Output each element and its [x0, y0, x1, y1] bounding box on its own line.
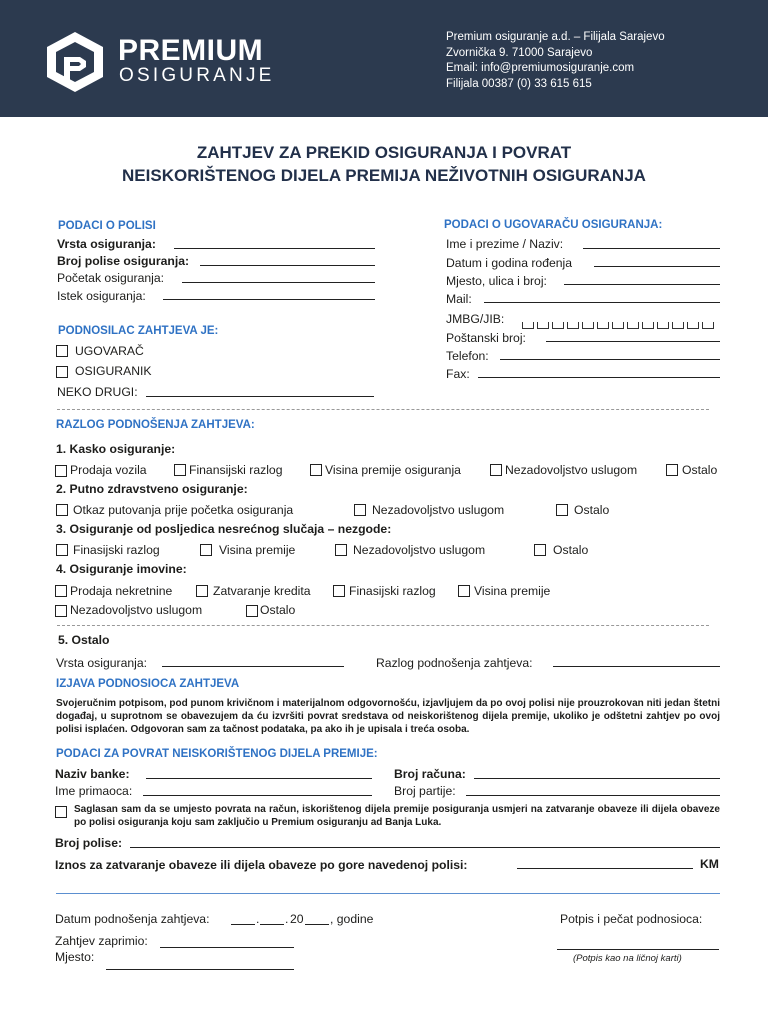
property-premium-label: Visina premije	[474, 584, 551, 598]
property-loan-label: Zatvaranje kredita	[213, 584, 311, 598]
other-type-field[interactable]	[162, 666, 344, 667]
refund-section-heading: PODACI ZA POVRAT NEISKORIŠTENOG DIJELA PREMIJE:	[56, 748, 378, 760]
signature-label: Potpis i pečat podnosioca:	[560, 912, 703, 926]
insurance-type-field[interactable]	[174, 248, 375, 249]
date-year-field[interactable]	[305, 924, 329, 925]
contractor-name-label: Ime i prezime / Naziv:	[446, 237, 564, 251]
casco-heading: 1. Kasko osiguranje:	[56, 442, 176, 456]
travel-cancel-label: Otkaz putovanja prije početka osiguranja	[73, 503, 294, 517]
applicant-section-heading: PODNOSILAC ZAHTJEVA JE:	[58, 325, 219, 337]
casco-premium-label: Visina premije osiguranja	[325, 463, 461, 477]
travel-other-label: Ostalo	[574, 503, 610, 517]
account-number-field[interactable]	[474, 778, 720, 779]
phone-label: Telefon:	[446, 349, 489, 363]
insurance-end-label: Istek osiguranja:	[57, 289, 146, 303]
other-heading: 5. Ostalo	[58, 633, 110, 647]
policy-number-label-2: Broj polise:	[55, 836, 123, 850]
date-day-field[interactable]	[231, 924, 255, 925]
property-dissatisfaction-label: Nezadovoljstvo uslugom	[70, 603, 203, 617]
accident-financial-label: Finasijski razlog	[73, 543, 160, 557]
property-financial-label: Finasijski razlog	[349, 584, 436, 598]
accident-dissatisfaction-checkbox[interactable]	[335, 544, 347, 556]
casco-financial-label: Finansijski razlog	[189, 463, 283, 477]
policy-number-field[interactable]	[200, 265, 375, 266]
mail-field[interactable]	[484, 302, 720, 303]
accident-premium-checkbox[interactable]	[200, 544, 212, 556]
travel-dissatisfaction-checkbox[interactable]	[354, 504, 366, 516]
accident-other-label: Ostalo	[553, 543, 589, 557]
brand-subtitle: OSIGURANJE	[119, 65, 275, 86]
postal-code-field[interactable]	[546, 341, 720, 342]
accident-heading: 3. Osiguranje od posljedica nesrećnog slučaja – nezgode:	[56, 522, 392, 536]
date-suffix: , godine	[330, 912, 374, 926]
casco-premium-checkbox[interactable]	[310, 464, 322, 476]
other-type-label: Vrsta osiguranja:	[56, 656, 148, 670]
address-label: Mjesto, ulica i broj:	[446, 274, 547, 288]
accident-financial-checkbox[interactable]	[56, 544, 68, 556]
accident-other-checkbox[interactable]	[534, 544, 546, 556]
casco-dissatisfaction-label: Nezadovoljstvo uslugom	[505, 463, 638, 477]
form-title-line-1: ZAHTJEV ZA PREKID OSIGURANJA I POVRAT	[196, 143, 572, 162]
address-field[interactable]	[564, 284, 720, 285]
premium-logo-icon	[44, 30, 106, 94]
fax-field[interactable]	[478, 377, 720, 378]
casco-other-checkbox[interactable]	[666, 464, 678, 476]
accident-dissatisfaction-label: Nezadovoljstvo uslugom	[353, 543, 486, 557]
recipient-name-label: Ime primaoca:	[55, 784, 133, 798]
contractor-section-heading: PODACI O UGOVARAČU OSIGURANJA:	[444, 219, 663, 231]
contact-line: Zvornička 9. 71000 Sarajevo	[446, 46, 593, 59]
insurance-end-field[interactable]	[163, 299, 375, 300]
party-number-label: Broj partije:	[394, 784, 456, 798]
insured-checkbox[interactable]	[56, 366, 68, 378]
insurance-start-label: Početak osiguranja:	[57, 271, 165, 285]
casco-other-label: Ostalo	[682, 463, 718, 477]
travel-cancel-checkbox[interactable]	[56, 504, 68, 516]
header-banner	[0, 0, 768, 117]
bank-name-label: Naziv banke:	[55, 767, 130, 781]
property-dissatisfaction-checkbox[interactable]	[55, 605, 67, 617]
phone-field[interactable]	[500, 359, 720, 360]
contractor-name-field[interactable]	[583, 248, 720, 249]
contact-line: Filijala 00387 (0) 33 615 615	[446, 77, 592, 90]
date-separator: .	[285, 912, 289, 926]
contact-line: Email: info@premiumosiguranje.com	[446, 62, 635, 74]
place-field[interactable]	[106, 969, 294, 970]
account-number-label: Broj računa:	[394, 767, 466, 781]
submission-date-label: Datum podnošenja zahtjeva:	[55, 912, 210, 926]
property-sale-checkbox[interactable]	[55, 585, 67, 597]
insurance-type-label: Vrsta osiguranja:	[57, 237, 156, 251]
mail-label: Mail:	[446, 292, 472, 306]
consent-text: Saglasan sam da se umjesto povrata na račun, iskorištenog dijela premije posiguranja usmjeri na zatvaranje obaveze ili dijela obaveze po polisi osiguranja koju sam zaključio u Premium osiguranju ad Banja Luka.	[74, 804, 720, 829]
date-year-prefix: 20	[290, 912, 304, 926]
recipient-name-field[interactable]	[143, 795, 372, 796]
other-reason-label: Razlog podnošenja zahtjeva:	[376, 656, 533, 670]
casco-vehicle-sale-label: Prodaja vozila	[70, 463, 147, 477]
property-heading: 4. Osiguranje imovine:	[56, 562, 187, 576]
received-by-field[interactable]	[160, 947, 294, 948]
jmbg-digit-boxes[interactable]	[522, 316, 717, 334]
casco-dissatisfaction-checkbox[interactable]	[490, 464, 502, 476]
insured-option-label: OSIGURANIK	[75, 364, 152, 378]
received-by-label: Zahtjev zaprimio:	[55, 934, 148, 948]
statement-text: Svojeručnim potpisom, pod punom krivičnom i materijalnom odgovornošću, izjavljujem da po ovoj polisi nije prouzrokovan niti jedan štetni događaj, u suprotnom se obavezujem da ću izvršiti povrat sredstava od neiskorištenog dijela premije, ukoliko je odštetni zahtjev po ovoj polisi isplaćen. Odgovoran sam za tačnost podataka, pa ako ih je upisala i treća osoba.	[56, 698, 720, 736]
property-other-label: Ostalo	[260, 603, 296, 617]
travel-heading: 2. Putno zdravstveno osiguranje:	[56, 482, 248, 496]
travel-dissatisfaction-label: Nezadovoljstvo uslugom	[372, 503, 505, 517]
party-number-field[interactable]	[466, 795, 720, 796]
signature-field[interactable]	[557, 949, 719, 950]
contractor-checkbox[interactable]	[56, 345, 68, 357]
other-reason-field[interactable]	[553, 666, 720, 667]
amount-field[interactable]	[517, 868, 693, 869]
form-title-line-2: NEISKORIŠTENOG DIJELA PREMIJA NEŽIVOTNIH OSIGURANJA	[122, 166, 646, 185]
footer-divider	[56, 893, 720, 894]
policy-number-label: Broj polise osiguranja:	[57, 254, 190, 268]
birth-date-label: Datum i godina rođenja	[446, 256, 573, 270]
fax-label: Fax:	[446, 367, 470, 381]
property-sale-label: Prodaja nekretnine	[70, 584, 173, 598]
statement-heading: IZJAVA PODNOSIOCA ZAHTJEVA	[56, 678, 240, 690]
birth-date-field[interactable]	[594, 266, 720, 267]
brand-name: PREMIUM	[118, 34, 264, 67]
contact-line: Premium osiguranje a.d. – Filijala Sarajevo	[446, 31, 665, 43]
other-applicant-label: NEKO DRUGI:	[57, 385, 138, 399]
currency-label: KM	[700, 857, 719, 871]
other-applicant-field[interactable]	[146, 396, 374, 397]
casco-financial-checkbox[interactable]	[174, 464, 186, 476]
date-month-field[interactable]	[260, 924, 284, 925]
section-divider	[57, 409, 709, 410]
policy-number-field-2[interactable]	[130, 847, 720, 848]
contractor-option-label: UGOVARAČ	[75, 344, 144, 358]
insurance-start-field[interactable]	[182, 282, 375, 283]
property-loan-checkbox[interactable]	[196, 585, 208, 597]
travel-other-checkbox[interactable]	[556, 504, 568, 516]
property-financial-checkbox[interactable]	[333, 585, 345, 597]
bank-name-field[interactable]	[146, 778, 372, 779]
policy-section-heading: PODACI O POLISI	[58, 220, 156, 232]
reason-section-heading: RAZLOG PODNOŠENJA ZAHTJEVA:	[56, 419, 255, 431]
postal-code-label: Poštanski broj:	[446, 331, 526, 345]
place-label: Mjesto:	[55, 950, 95, 964]
property-other-checkbox[interactable]	[246, 605, 258, 617]
signature-note: (Potpis kao na ličnoj karti)	[573, 953, 682, 964]
property-premium-checkbox[interactable]	[458, 585, 470, 597]
date-separator: .	[256, 912, 260, 926]
jmbg-label: JMBG/JIB:	[446, 312, 505, 326]
consent-checkbox[interactable]	[55, 806, 67, 818]
accident-premium-label: Visina premije	[219, 543, 296, 557]
amount-label: Iznos za zatvaranje obaveze ili dijela obaveze po gore navedenoj polisi:	[55, 858, 468, 872]
section-divider	[57, 625, 709, 626]
contact-info	[446, 30, 665, 92]
casco-vehicle-sale-checkbox[interactable]	[55, 465, 67, 477]
